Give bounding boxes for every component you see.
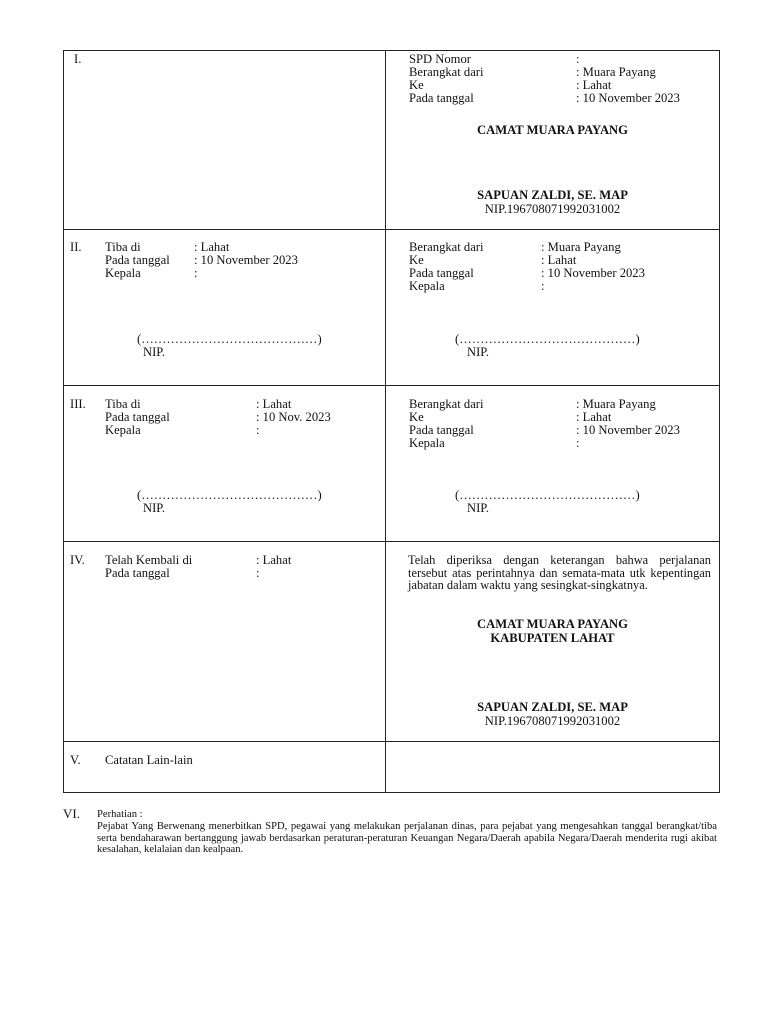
date-label: Pada tanggal — [409, 423, 474, 437]
spd-number-value: : — [576, 52, 580, 66]
signature-line: (……………………………………) — [455, 488, 640, 502]
notes-body: Pejabat Yang Berwenang menerbitkan SPD, pegawai yang melakukan perjalanan dinas, para pejabat yang mengesahkan tanggal berangkat/tiba serta bendaharawan bertanggung jawab berdasarkan peraturan-peraturan Keuangan Negara/Daerah apabila Negara/Daerah menderita rugi akibat kesalahan, kelalaian dan kealpaan. — [97, 821, 717, 856]
notes-heading: Perhatian : — [97, 809, 143, 820]
section-1-left — [64, 51, 386, 229]
destination-label: Ke — [409, 78, 424, 92]
departure-label: Berangkat dari — [409, 65, 484, 79]
section-4 — [64, 542, 719, 742]
head-value: : — [256, 423, 260, 437]
official-title: CAMAT MUARA PAYANG — [477, 123, 628, 137]
section-number: V. — [70, 753, 81, 767]
departure-value: : Muara Payang — [576, 397, 656, 411]
date-label: Pada tanggal — [105, 253, 170, 267]
date-label: Pada tanggal — [409, 91, 474, 105]
head-value: : — [576, 436, 580, 450]
head-value: : — [194, 266, 198, 280]
return-value: : Lahat — [256, 553, 292, 567]
head-value: : — [541, 279, 545, 293]
head-label: Kepala — [105, 266, 141, 280]
date-label: Pada tanggal — [409, 266, 474, 280]
departure-label: Berangkat dari — [409, 240, 484, 254]
date-value: : 10 November 2023 — [541, 266, 645, 280]
notes-label: Catatan Lain-lain — [105, 753, 193, 767]
arrival-label: Tiba di — [105, 240, 141, 254]
date-label: Pada tanggal — [105, 566, 170, 580]
section-2-right — [386, 230, 719, 385]
section-5-right — [386, 742, 719, 792]
official-nip: NIP.196708071992031002 — [484, 202, 621, 216]
nip-label: NIP. — [467, 345, 490, 359]
nip-label: NIP. — [143, 501, 166, 515]
signature-line: (……………………………………) — [137, 488, 322, 502]
arrival-label: Tiba di — [105, 397, 141, 411]
section-4-left — [64, 542, 386, 741]
signature-line: (……………………………………) — [137, 332, 322, 346]
departure-label: Berangkat dari — [409, 397, 484, 411]
official-name: SAPUAN ZALDI, SE. MAP — [477, 700, 628, 714]
section-number: VI. — [63, 806, 80, 821]
destination-value: : Lahat — [541, 253, 577, 267]
section-number: II. — [70, 240, 82, 254]
destination-value: : Lahat — [576, 78, 612, 92]
departure-value: : Muara Payang — [576, 65, 656, 79]
date-value: : — [256, 566, 260, 580]
head-label: Kepala — [409, 436, 445, 450]
section-1-right — [386, 51, 719, 229]
section-2 — [64, 230, 719, 386]
nip-label: NIP. — [467, 501, 490, 515]
date-value: : 10 November 2023 — [576, 91, 680, 105]
head-label: Kepala — [409, 279, 445, 293]
official-title: CAMAT MUARA PAYANG — [477, 617, 628, 631]
section-3-right — [386, 386, 719, 541]
spd-form-table — [63, 50, 720, 793]
section-number: IV. — [70, 553, 85, 567]
head-label: Kepala — [105, 423, 141, 437]
section-4-right — [386, 542, 719, 741]
return-label: Telah Kembali di — [105, 553, 193, 567]
arrival-value: : Lahat — [194, 240, 230, 254]
nip-label: NIP. — [143, 345, 166, 359]
section-5-left — [64, 742, 386, 792]
section-2-left — [64, 230, 386, 385]
departure-value: : Muara Payang — [541, 240, 621, 254]
official-name: SAPUAN ZALDI, SE. MAP — [477, 188, 628, 202]
arrival-value: : Lahat — [256, 397, 292, 411]
destination-value: : Lahat — [576, 410, 612, 424]
verification-statement: Telah diperiksa dengan keterangan bahwa perjalanan tersebut atas perintahnya dan semata-mata utk kepentingan jabatan dalam waktu yang sesingkat-singkatnya. — [408, 553, 711, 593]
section-1 — [64, 51, 719, 230]
date-value: : 10 November 2023 — [576, 423, 680, 437]
section-5 — [64, 742, 719, 792]
section-number: I. — [74, 52, 82, 66]
date-value: : 10 November 2023 — [194, 253, 298, 267]
destination-label: Ke — [409, 253, 424, 267]
official-region: KABUPATEN LAHAT — [490, 631, 615, 645]
section-number: III. — [70, 397, 86, 411]
destination-label: Ke — [409, 410, 424, 424]
section-3-left — [64, 386, 386, 541]
section-3 — [64, 386, 719, 542]
signature-line: (……………………………………) — [455, 332, 640, 346]
date-label: Pada tanggal — [105, 410, 170, 424]
date-value: : 10 Nov. 2023 — [256, 410, 331, 424]
official-nip: NIP.196708071992031002 — [484, 714, 621, 728]
spd-number-label: SPD Nomor — [409, 52, 471, 66]
